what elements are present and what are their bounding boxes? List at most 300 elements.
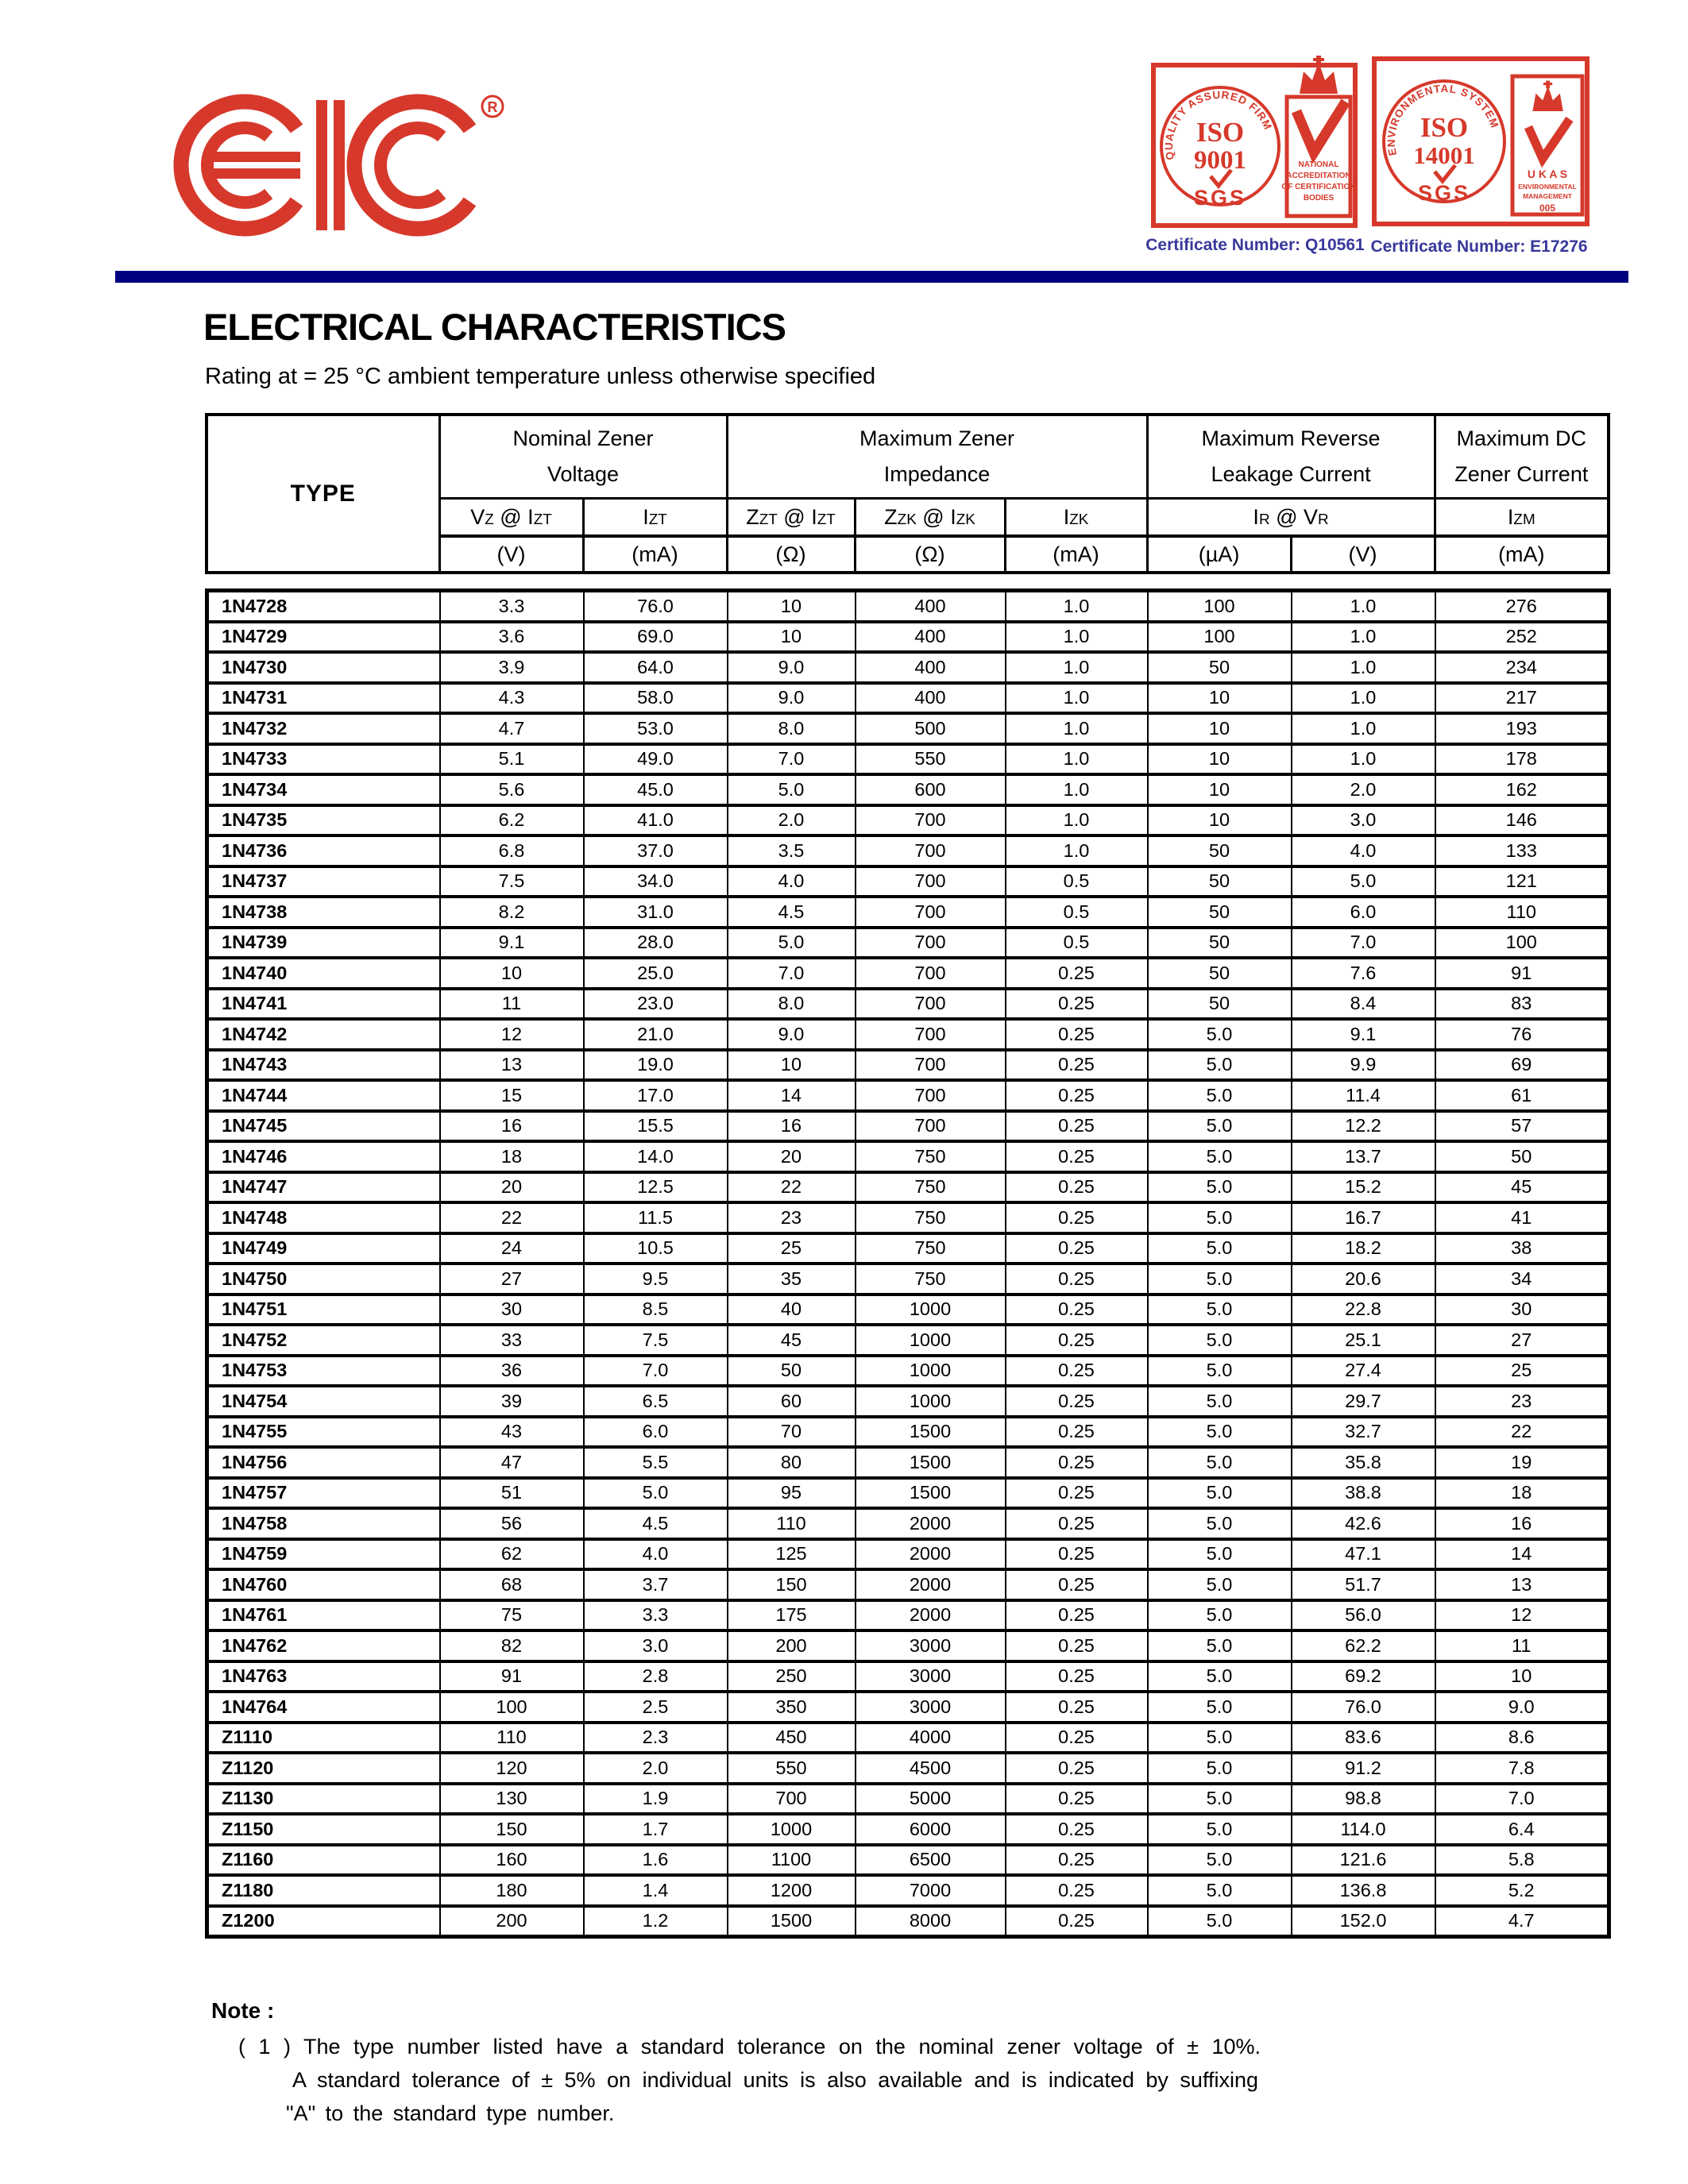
table-row [207, 1447, 1609, 1478]
cell-value: 750 [856, 1172, 1006, 1203]
table-row [207, 713, 1609, 744]
unit-ohm: (Ω) [855, 536, 1005, 573]
cell-value: 1.0 [1006, 835, 1148, 866]
cell-value: 1.7 [584, 1814, 728, 1845]
cell-value: 700 [856, 1080, 1006, 1111]
cell-value: 5.0 [1148, 1814, 1292, 1845]
cell-value: 27 [440, 1264, 584, 1295]
cell-type: 1N4750 [207, 1264, 440, 1295]
cell-value: 500 [856, 713, 1006, 744]
cell-value: 700 [856, 897, 1006, 928]
cell-type: 1N4736 [207, 835, 440, 866]
cell-value: 8.5 [584, 1295, 728, 1325]
cell-value: 160 [440, 1845, 584, 1876]
cell-value: 19.0 [584, 1050, 728, 1081]
cell-value: 0.25 [1006, 1814, 1148, 1845]
cell-value: 5.0 [1292, 866, 1435, 897]
table-row [207, 1508, 1609, 1539]
cell-value: 6500 [856, 1845, 1006, 1876]
symbol-vz-izt: VZ @ IZT [439, 499, 583, 537]
cell-value: 10 [440, 958, 584, 989]
sgs-logo: SGS [1193, 186, 1247, 210]
cell-value: 10 [1148, 744, 1292, 775]
cell-value: 7.8 [1435, 1753, 1609, 1784]
cell-value: 0.25 [1006, 1692, 1148, 1723]
cell-value: 1.0 [1292, 744, 1435, 775]
cell-value: 91 [440, 1661, 584, 1692]
cell-value: 5.0 [1148, 1600, 1292, 1631]
cell-value: 5.0 [1148, 1723, 1292, 1754]
cell-value: 4000 [856, 1723, 1006, 1754]
cell-value: 91 [1435, 958, 1609, 989]
cell-type: 1N4762 [207, 1630, 440, 1661]
cell-value: 133 [1435, 835, 1609, 866]
cell-value: 5.0 [1148, 1875, 1292, 1906]
cell-value: 175 [728, 1600, 856, 1631]
svg-text:R: R [487, 99, 498, 115]
cell-value: 10 [728, 622, 856, 653]
cell-value: 43 [440, 1417, 584, 1448]
table-row [207, 1569, 1609, 1600]
cell-value: 6.0 [1292, 897, 1435, 928]
table-row [207, 622, 1609, 653]
cell-value: 15 [440, 1080, 584, 1111]
cell-value: 45 [728, 1325, 856, 1356]
cell-value: 2.5 [584, 1692, 728, 1723]
cell-value: 10 [1435, 1661, 1609, 1692]
table-row [207, 897, 1609, 928]
cell-value: 12.5 [584, 1172, 728, 1203]
cell-type: 1N4742 [207, 1019, 440, 1050]
cell-value: 39 [440, 1386, 584, 1417]
cell-value: 400 [856, 591, 1006, 622]
certificate-number-14001: Certificate Number: E17276 [1370, 237, 1588, 256]
table-row [207, 1845, 1609, 1876]
group-line: Zener Current [1454, 462, 1589, 486]
cell-value: 5.0 [1148, 1784, 1292, 1815]
checkmark-icon [1296, 102, 1346, 152]
cell-value: 234 [1435, 652, 1609, 683]
cell-value: 15.2 [1292, 1172, 1435, 1203]
cell-value: 53.0 [584, 713, 728, 744]
cell-value: 700 [856, 1019, 1006, 1050]
cell-value: 3000 [856, 1692, 1006, 1723]
cell-value: 1.0 [1006, 713, 1148, 744]
cell-value: 193 [1435, 713, 1609, 744]
cell-value: 80 [728, 1447, 856, 1478]
svg-text:OF CERTIFICATION: OF CERTIFICATION [1281, 183, 1356, 191]
cell-type: Z1150 [207, 1814, 440, 1845]
svg-text:MANAGEMENT: MANAGEMENT [1523, 192, 1572, 200]
cell-value: 7.6 [1292, 958, 1435, 989]
cell-value: 3000 [856, 1661, 1006, 1692]
cell-value: 50 [1148, 989, 1292, 1020]
cell-value: 5000 [856, 1784, 1006, 1815]
cell-value: 60 [728, 1386, 856, 1417]
cell-value: 2.0 [584, 1753, 728, 1784]
cell-value: 4.0 [728, 866, 856, 897]
cell-value: 5.0 [1148, 1508, 1292, 1539]
cell-value: 14 [1435, 1539, 1609, 1570]
cell-value: 35.8 [1292, 1447, 1435, 1478]
iso-14001-badge [1371, 52, 1590, 230]
cell-value: 1500 [856, 1417, 1006, 1448]
cell-type: 1N4740 [207, 958, 440, 989]
cell-value: 30 [1435, 1295, 1609, 1325]
cell-value: 5.0 [1148, 1325, 1292, 1356]
table-row [207, 1172, 1609, 1203]
cell-value: 25 [728, 1233, 856, 1264]
cell-value: 750 [856, 1233, 1006, 1264]
cell-value: 34.0 [584, 866, 728, 897]
cell-value: 0.25 [1006, 1356, 1148, 1387]
cell-value: 4.7 [440, 713, 584, 744]
table-row [207, 1661, 1609, 1692]
cell-value: 350 [728, 1692, 856, 1723]
unit-ma: (mA) [1005, 536, 1147, 573]
cell-value: 24 [440, 1233, 584, 1264]
cell-value: 3.6 [440, 622, 584, 653]
cell-value: 150 [728, 1569, 856, 1600]
cell-value: 162 [1435, 774, 1609, 805]
cell-type: 1N4748 [207, 1202, 440, 1233]
cell-value: 5.0 [1148, 1356, 1292, 1387]
cell-value: 0.25 [1006, 1172, 1148, 1203]
cell-value: 41 [1435, 1202, 1609, 1233]
cell-type: 1N4747 [207, 1172, 440, 1203]
cell-value: 21.0 [584, 1019, 728, 1050]
cell-value: 7.0 [1435, 1784, 1609, 1815]
cell-value: 750 [856, 1202, 1006, 1233]
cell-value: 7.0 [1292, 928, 1435, 959]
cell-value: 16 [440, 1111, 584, 1142]
svg-text:005: 005 [1539, 203, 1556, 214]
cell-value: 0.25 [1006, 1723, 1148, 1754]
cell-value: 62.2 [1292, 1630, 1435, 1661]
cell-value: 4.7 [1435, 1906, 1609, 1937]
cell-type: 1N4734 [207, 774, 440, 805]
cell-value: 1.0 [1006, 774, 1148, 805]
cell-value: 252 [1435, 622, 1609, 653]
table-row [207, 1539, 1609, 1570]
table-row [207, 866, 1609, 897]
iso-9001-badge [1150, 52, 1358, 230]
cell-value: 700 [856, 1050, 1006, 1081]
cell-value: 1.0 [1006, 683, 1148, 714]
cell-value: 0.25 [1006, 989, 1148, 1020]
cell-value: 5.0 [1148, 1417, 1292, 1448]
table-row [207, 958, 1609, 989]
table-row [207, 835, 1609, 866]
cell-value: 100 [1148, 591, 1292, 622]
svg-text:ACCREDITATION: ACCREDITATION [1286, 172, 1351, 180]
cell-value: 91.2 [1292, 1753, 1435, 1784]
cell-value: 0.25 [1006, 1600, 1148, 1631]
cell-value: 50 [1148, 897, 1292, 928]
cell-type: 1N4760 [207, 1569, 440, 1600]
cell-value: 7000 [856, 1875, 1006, 1906]
cell-value: 250 [728, 1661, 856, 1692]
cell-value: 20 [440, 1172, 584, 1203]
table-row [207, 1386, 1609, 1417]
cell-value: 700 [856, 1111, 1006, 1142]
table-row [207, 1356, 1609, 1387]
group-line: Maximum DC [1456, 426, 1587, 451]
svg-text:ENVIRONMENTAL: ENVIRONMENTAL [1518, 183, 1577, 191]
cell-type: 1N4741 [207, 989, 440, 1020]
cell-value: 17.0 [584, 1080, 728, 1111]
cell-value: 50 [1148, 928, 1292, 959]
cell-value: 0.25 [1006, 1202, 1148, 1233]
cell-value: 12 [1435, 1600, 1609, 1631]
cell-value: 110 [728, 1508, 856, 1539]
cell-value: 110 [1435, 897, 1609, 928]
cell-value: 7.5 [584, 1325, 728, 1356]
cell-value: 20.6 [1292, 1264, 1435, 1295]
characteristics-data-table [205, 588, 1611, 1939]
symbol-izk: IZK [1005, 499, 1147, 537]
cell-value: 61 [1435, 1080, 1609, 1111]
cell-value: 3.7 [584, 1569, 728, 1600]
cell-value: 450 [728, 1723, 856, 1754]
cell-value: 121.6 [1292, 1845, 1435, 1876]
cell-type: 1N4738 [207, 897, 440, 928]
cell-value: 22.8 [1292, 1295, 1435, 1325]
table-row [207, 1906, 1609, 1937]
cell-value: 0.25 [1006, 1906, 1148, 1937]
cell-value: 5.2 [1435, 1875, 1609, 1906]
cell-value: 1200 [728, 1875, 856, 1906]
cell-value: 76.0 [584, 591, 728, 622]
cell-value: 400 [856, 683, 1006, 714]
group-line: Impedance [883, 462, 991, 486]
cell-value: 22 [728, 1172, 856, 1203]
cell-value: 13.7 [1292, 1141, 1435, 1172]
group-line: Maximum Reverse [1201, 426, 1381, 451]
cell-value: 62 [440, 1539, 584, 1570]
cell-type: 1N4752 [207, 1325, 440, 1356]
cell-value: 25 [1435, 1356, 1609, 1387]
cell-value: 600 [856, 774, 1006, 805]
cell-value: 0.25 [1006, 1264, 1148, 1295]
cell-type: 1N4759 [207, 1539, 440, 1570]
cell-value: 0.25 [1006, 1386, 1148, 1417]
cell-value: 18.2 [1292, 1233, 1435, 1264]
rating-condition-text: Rating at = 25 °C ambient temperature unless otherwise specified [205, 364, 876, 389]
cell-value: 27 [1435, 1325, 1609, 1356]
cell-value: 47 [440, 1447, 584, 1478]
cell-value: 57 [1435, 1111, 1609, 1142]
cell-value: 1.0 [1292, 683, 1435, 714]
cell-value: 83 [1435, 989, 1609, 1020]
cell-value: 5.0 [1148, 1019, 1292, 1050]
cell-value: 550 [856, 744, 1006, 775]
cell-type: 1N4756 [207, 1447, 440, 1478]
cell-value: 10 [728, 1050, 856, 1081]
table-row [207, 1784, 1609, 1815]
cell-value: 10 [728, 591, 856, 622]
cell-value: 5.0 [1148, 1202, 1292, 1233]
cell-value: 34 [1435, 1264, 1609, 1295]
cell-value: 100 [1148, 622, 1292, 653]
cell-value: 20 [728, 1141, 856, 1172]
svg-text:14001: 14001 [1413, 141, 1475, 169]
cell-value: 0.25 [1006, 1111, 1148, 1142]
cell-value: 3.3 [584, 1600, 728, 1631]
cell-value: 200 [440, 1906, 584, 1937]
cell-value: 1.9 [584, 1784, 728, 1815]
note-line: A standard tolerance of ± 5% on individual units is also available and is indicated by suffixing [292, 2068, 1258, 2092]
symbol-zzk-izk: ZZK @ IZK [855, 499, 1005, 537]
cell-value: 6.4 [1435, 1814, 1609, 1845]
cell-value: 0.25 [1006, 1233, 1148, 1264]
cell-value: 1.0 [1006, 805, 1148, 836]
cell-value: 1.4 [584, 1875, 728, 1906]
cell-value: 50 [1435, 1141, 1609, 1172]
cell-value: 82 [440, 1630, 584, 1661]
unit-ua: (µA) [1147, 536, 1291, 573]
cell-type: 1N4732 [207, 713, 440, 744]
cell-value: 5.0 [1148, 1050, 1292, 1081]
cell-value: 5.0 [1148, 1233, 1292, 1264]
cell-value: 0.25 [1006, 1417, 1148, 1448]
svg-text:ISO: ISO [1196, 117, 1245, 148]
cell-value: 10 [1148, 713, 1292, 744]
cell-value: 3.5 [728, 835, 856, 866]
table-row [207, 1417, 1609, 1448]
table-row [207, 1875, 1609, 1906]
table-row [207, 1080, 1609, 1111]
cell-value: 5.0 [1148, 1141, 1292, 1172]
table-row [207, 744, 1609, 775]
table-row [207, 928, 1609, 959]
cell-value: 49.0 [584, 744, 728, 775]
cell-value: 51.7 [1292, 1569, 1435, 1600]
cell-value: 8.4 [1292, 989, 1435, 1020]
cell-value: 0.25 [1006, 1080, 1148, 1111]
svg-text:NATIONAL: NATIONAL [1298, 160, 1339, 169]
svg-text:BODIES: BODIES [1303, 194, 1335, 203]
cell-value: 3.3 [440, 591, 584, 622]
crown-icon [1300, 56, 1338, 94]
cell-value: 50 [1148, 652, 1292, 683]
cell-value: 400 [856, 622, 1006, 653]
cell-value: 1.0 [1006, 591, 1148, 622]
cell-value: 9.0 [728, 652, 856, 683]
table-row [207, 1692, 1609, 1723]
cell-type: Z1110 [207, 1723, 440, 1754]
cell-value: 700 [856, 928, 1006, 959]
symbol-izm: IZM [1435, 499, 1609, 537]
cell-value: 8.0 [728, 989, 856, 1020]
cell-type: Z1180 [207, 1875, 440, 1906]
cell-value: 700 [728, 1784, 856, 1815]
cell-value: 2000 [856, 1600, 1006, 1631]
cell-value: 0.5 [1006, 928, 1148, 959]
cell-type: 1N4739 [207, 928, 440, 959]
cell-value: 5.0 [1148, 1539, 1292, 1570]
table-row [207, 774, 1609, 805]
cell-value: 4.5 [584, 1508, 728, 1539]
cell-value: 2000 [856, 1539, 1006, 1570]
cell-value: 10 [1148, 805, 1292, 836]
cell-type: Z1120 [207, 1753, 440, 1784]
cell-value: 8.2 [440, 897, 584, 928]
cell-type: 1N4751 [207, 1295, 440, 1325]
cell-value: 0.25 [1006, 1019, 1148, 1050]
cell-value: 83.6 [1292, 1723, 1435, 1754]
cell-value: 6.5 [584, 1386, 728, 1417]
cell-value: 69 [1435, 1050, 1609, 1081]
cell-value: 27.4 [1292, 1356, 1435, 1387]
cell-value: 5.5 [584, 1447, 728, 1478]
cell-value: 5.0 [1148, 1753, 1292, 1784]
cell-type: 1N4758 [207, 1508, 440, 1539]
cell-value: 19 [1435, 1447, 1609, 1478]
cell-value: 9.5 [584, 1264, 728, 1295]
unit-ma: (mA) [1435, 536, 1609, 573]
cell-value: 56.0 [1292, 1600, 1435, 1631]
cell-type: 1N4755 [207, 1417, 440, 1448]
cell-value: 5.0 [1148, 1447, 1292, 1478]
cell-value: 200 [728, 1630, 856, 1661]
table-row [207, 683, 1609, 714]
cell-value: 95 [728, 1478, 856, 1509]
table-row [207, 1019, 1609, 1050]
cell-type: 1N4749 [207, 1233, 440, 1264]
cell-value: 1.6 [584, 1845, 728, 1876]
cell-value: 100 [1435, 928, 1609, 959]
cell-type: 1N4743 [207, 1050, 440, 1081]
table-row [207, 1264, 1609, 1295]
cell-value: 5.0 [1148, 1661, 1292, 1692]
cell-type: 1N4730 [207, 652, 440, 683]
cell-type: 1N4754 [207, 1386, 440, 1417]
cell-value: 5.0 [584, 1478, 728, 1509]
cell-value: 22 [440, 1202, 584, 1233]
cell-value: 4.0 [584, 1539, 728, 1570]
cell-value: 30 [440, 1295, 584, 1325]
cell-value: 98.8 [1292, 1784, 1435, 1815]
cell-value: 0.25 [1006, 1478, 1148, 1509]
cell-value: 1000 [856, 1325, 1006, 1356]
table-row [207, 1295, 1609, 1325]
cell-value: 1.0 [1006, 622, 1148, 653]
cell-value: 9.0 [728, 683, 856, 714]
cell-value: 64.0 [584, 652, 728, 683]
cell-value: 178 [1435, 744, 1609, 775]
table-row [207, 805, 1609, 836]
group-header-maximum-reverse-leakage [1147, 415, 1435, 499]
group-line: Leakage Current [1211, 462, 1371, 486]
cell-value: 0.25 [1006, 1845, 1148, 1876]
cell-value: 12.2 [1292, 1111, 1435, 1142]
cell-value: 28.0 [584, 928, 728, 959]
note-line: ( 1 ) The type number listed have a standard tolerance on the nominal zener voltage of ± 10%. [238, 2035, 1261, 2059]
cell-value: 10 [1148, 774, 1292, 805]
cell-value: 10.5 [584, 1233, 728, 1264]
symbol-izt: IZT [583, 499, 727, 537]
cell-value: 700 [856, 835, 1006, 866]
cell-value: 1000 [856, 1386, 1006, 1417]
crown-icon [1532, 81, 1562, 111]
cell-value: 42.6 [1292, 1508, 1435, 1539]
cell-value: 400 [856, 652, 1006, 683]
cell-value: 180 [440, 1875, 584, 1906]
cell-value: 15.5 [584, 1111, 728, 1142]
unit-v: (V) [1291, 536, 1435, 573]
note-label: Note : [211, 1998, 275, 2023]
